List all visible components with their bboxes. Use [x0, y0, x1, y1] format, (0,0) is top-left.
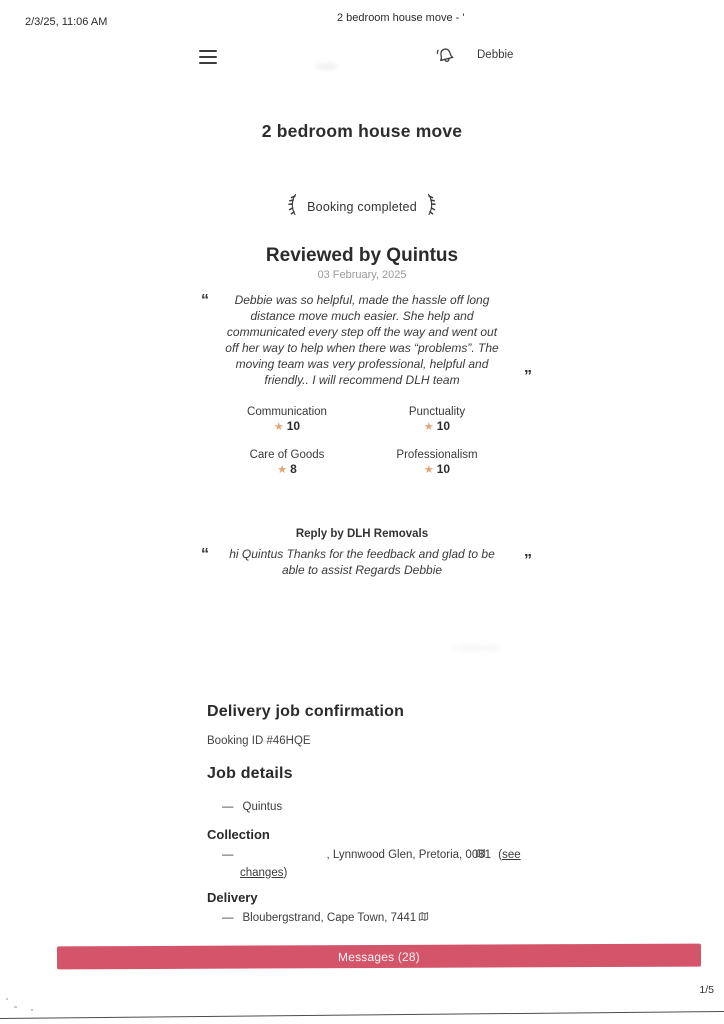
laurel-left-icon	[285, 192, 298, 222]
collection-address: , Lynnwood Glen, Pretoria, 0081	[326, 849, 492, 861]
scan-edge-line	[0, 1011, 724, 1019]
review-quote	[197, 292, 531, 388]
rating-communication	[212, 406, 362, 433]
rating-value: ★ 8	[277, 462, 297, 476]
open-quote-icon: “	[201, 546, 208, 563]
delivery-line	[222, 910, 431, 928]
reply-text: hi Quintus Thanks for the feedback and glad to be able to assist Regards Debbie	[229, 547, 495, 577]
open-quote-icon: “	[201, 292, 208, 309]
customer-name: Quintus	[242, 801, 283, 813]
hamburger-bar	[199, 56, 217, 58]
review-text: Debbie was so helpful, made the hassle off long distance move much easier. She help and communicated every step off the way and went out off her way to help when there was “problems”. The moving team was very professional, helpful and friendly.. I will recommend DLH team	[225, 293, 499, 387]
close-quote-icon: ”	[524, 368, 531, 385]
dash-bullet: —	[222, 849, 234, 861]
status-badge	[0, 192, 724, 222]
hamburger-bar	[199, 50, 217, 52]
rating-punctuality	[362, 406, 512, 433]
see-changes-prefix: (	[498, 849, 503, 861]
star-icon: ★	[277, 464, 288, 476]
print-page-title: 2 bedroom house move - '	[337, 12, 465, 24]
ratings-grid	[212, 406, 512, 476]
job-confirmation-heading: Delivery job confirmation	[207, 703, 405, 720]
collection-line	[222, 847, 570, 882]
rating-value: ★ 10	[273, 419, 301, 433]
bell-icon[interactable]	[436, 46, 456, 66]
reply-quote	[197, 546, 531, 578]
scan-speck	[14, 1006, 17, 1008]
page-number: 1/5	[699, 984, 714, 996]
collection-heading: Collection	[207, 827, 270, 842]
messages-button-label: Messages (28)	[337, 949, 421, 964]
map-icon[interactable]	[418, 911, 429, 928]
rating-label: Professionalism	[396, 449, 478, 461]
print-timestamp: 2/3/25, 11:06 AM	[25, 16, 108, 28]
rating-value: ★ 10	[423, 462, 451, 476]
scan-speck	[6, 998, 8, 1000]
rating-label: Communication	[247, 406, 327, 418]
hamburger-bar	[199, 62, 217, 64]
rating-value: ★ 10	[423, 419, 451, 433]
review-heading: Reviewed by Quintus	[265, 245, 459, 266]
review-date: 03 February, 2025	[317, 269, 407, 281]
job-details-heading: Job details	[207, 765, 293, 782]
booking-id: Booking ID #46HQE	[207, 735, 311, 747]
page-title: 2 bedroom house move	[261, 121, 463, 141]
rating-care-of-goods	[212, 449, 362, 476]
laurel-right-icon	[426, 192, 439, 222]
close-quote-icon: ”	[524, 552, 531, 569]
user-menu[interactable]: Debbie	[477, 49, 514, 61]
dash-bullet: —	[222, 801, 234, 813]
see-changes-link[interactable]: see changes	[240, 849, 521, 879]
rating-label: Punctuality	[408, 406, 466, 418]
rating-professionalism	[362, 449, 512, 476]
see-changes-suffix: )	[283, 867, 288, 879]
scan-smudge	[452, 645, 504, 651]
status-badge-label: Booking completed	[307, 200, 417, 214]
rating-label: Care of Goods	[249, 449, 325, 461]
delivery-address: Bloubergstrand, Cape Town, 7441	[242, 912, 417, 924]
delivery-heading: Delivery	[207, 890, 258, 905]
reply-heading: Reply by DLH Removals	[295, 528, 429, 540]
star-icon: ★	[423, 464, 434, 476]
dash-bullet: —	[222, 912, 234, 924]
customer-line	[222, 799, 282, 816]
hamburger-menu-icon[interactable]	[199, 50, 217, 64]
messages-button[interactable]	[57, 944, 701, 970]
scan-speck	[31, 1009, 33, 1011]
star-icon: ★	[423, 421, 434, 433]
scan-smudge	[316, 63, 338, 70]
star-icon: ★	[273, 421, 284, 433]
